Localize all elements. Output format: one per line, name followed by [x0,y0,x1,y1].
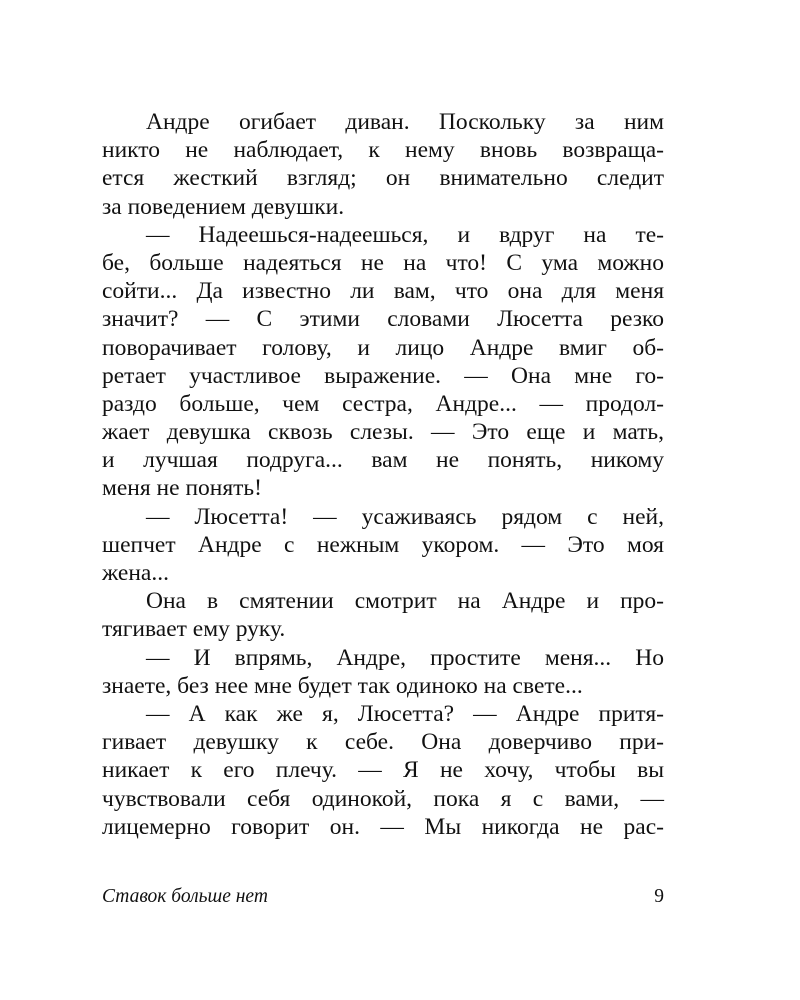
body-text [102,108,664,841]
text-line: Андре огибает диван. Поскольку за ним [146,109,664,135]
text-line: ретает участливое выражение. — Она мне го- [102,362,664,389]
page-number: 9 [654,886,664,907]
text-line: ется жесткий взгляд; он внимательно следит [102,165,664,192]
text-line: — Надеешься-надеешься, и вдруг на те- [146,221,664,248]
text-line: — И впрямь, Андре, простите меня... Но [146,644,664,671]
text-line: жена... [102,560,169,586]
text-line: Она в смятении смотрит на Андре и про- [146,588,664,615]
text-line: никто не наблюдает, к нему вновь возвраща- [102,137,664,164]
running-title: Ставок больше нет [102,886,268,907]
page-footer [102,884,664,910]
text-line: жает девушка сквозь слезы. — Это еще и мать, [102,419,664,446]
text-line: значит? — С этими словами Люсетта резко [102,306,664,333]
text-line: поворачивает голову, и лицо Андре вмиг об- [102,334,664,361]
text-line: тягивает ему руку. [102,616,286,643]
text-line: за поведением девушки. [102,193,345,220]
text-line: знаете, без нее мне будет так одиноко на свете... [102,672,583,699]
text-line: лицемерно говорит он. — Мы никогда не рас- [102,813,664,840]
text-line: раздо больше, чем сестра, Андре... — продол- [102,390,664,417]
text-line: бе, больше надеяться не на что! С ума можно [102,249,664,276]
text-line: шепчет Андре с нежным укором. — Это моя [102,531,664,558]
text-line: чувствовали себя одинокой, пока я с вами, — [102,785,664,812]
text-line: меня не понять! [102,475,262,502]
text-line: — Люсетта! — усаживаясь рядом с ней, [146,503,664,530]
text-line: никает к его плечу. — Я не хочу, чтобы вы [102,757,664,784]
text-line: и лучшая подруга... вам не понять, никому [102,447,664,474]
text-line: — А как же я, Люсетта? — Андре притя- [146,700,664,727]
text-line: гивает девушку к себе. Она доверчиво при- [102,729,664,756]
text-line: сойти... Да известно ли вам, что она для меня [102,278,664,305]
